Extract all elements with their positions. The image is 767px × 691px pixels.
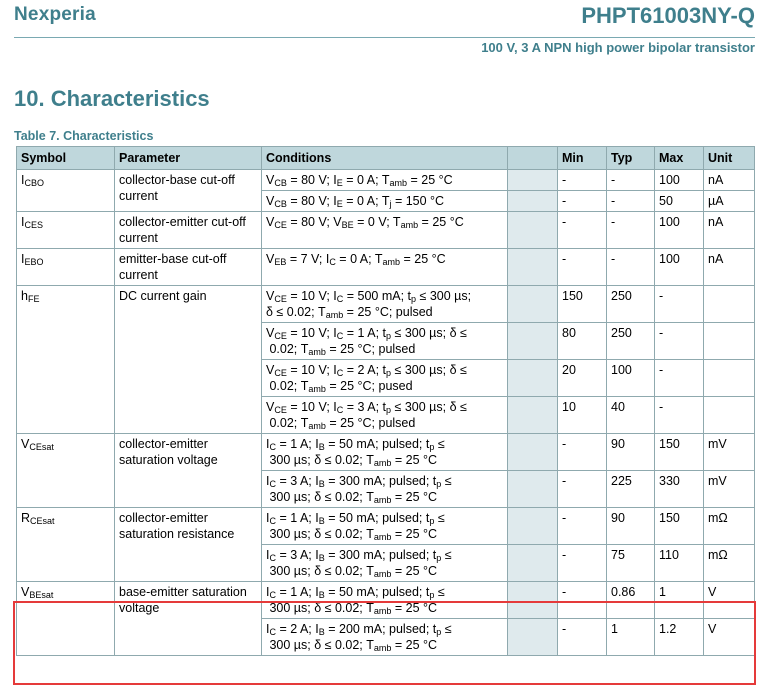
spacer-cell (508, 508, 558, 545)
part-number: PHPT61003NY-Q (581, 3, 755, 28)
symbol-cell (17, 249, 115, 286)
symbol-subscript: CEsat (29, 442, 54, 452)
unit-cell: mΩ (704, 545, 755, 582)
symbol-subscript: CES (24, 220, 43, 230)
typ-cell: 0.86 (607, 582, 655, 619)
min-cell: 80 (558, 323, 607, 360)
min-cell: - (558, 508, 607, 545)
max-cell: 150 (655, 508, 704, 545)
col-header-conditions: Conditions (262, 147, 508, 170)
typ-cell: - (607, 249, 655, 286)
max-cell: 100 (655, 249, 704, 286)
col-header-min: Min (558, 147, 607, 170)
unit-cell: nA (704, 212, 755, 249)
col-header-typ: Typ (607, 147, 655, 170)
symbol-main: I (21, 173, 25, 187)
min-cell: - (558, 545, 607, 582)
symbol-subscript: CBO (24, 178, 44, 188)
unit-cell: mV (704, 471, 755, 508)
max-cell: 110 (655, 545, 704, 582)
unit-cell (704, 286, 755, 323)
max-cell: - (655, 323, 704, 360)
parameter-cell: collector-emitter saturation resistance (115, 508, 262, 582)
section-title: 10. Characteristics (14, 86, 210, 111)
parameter-cell: collector-base cut-off current (115, 170, 262, 212)
min-cell: - (558, 249, 607, 286)
typ-cell: 250 (607, 286, 655, 323)
unit-cell: nA (704, 249, 755, 286)
table-row (17, 212, 755, 249)
typ-cell: - (607, 212, 655, 249)
conditions-cell: $I_C = 2$ A; $I_B = 200$ mA; pulsed; $t_p$ ≤ 300 µs; δ ≤ 0.02; $T_{amb} = 25$ °C (262, 619, 508, 656)
col-header-max: Max (655, 147, 704, 170)
min-cell: 10 (558, 397, 607, 434)
typ-cell: 100 (607, 360, 655, 397)
spacer-cell (508, 582, 558, 619)
min-cell: 150 (558, 286, 607, 323)
unit-cell: nA (704, 170, 755, 191)
max-cell: - (655, 286, 704, 323)
conditions-cell: $V_{CB} = 80$ V; $I_E = 0$ A; $T_j = 150$ °C (262, 191, 508, 212)
min-cell: - (558, 170, 607, 191)
conditions-cell: $V_{CB} = 80$ V; $I_E = 0$ A; $T_{amb} = 25$ °C (262, 170, 508, 191)
parameter-cell: collector-emitter saturation voltage (115, 434, 262, 508)
symbol-cell (17, 508, 115, 582)
header-rule (14, 37, 755, 38)
parameter-cell: emitter-base cut-off current (115, 249, 262, 286)
min-cell: - (558, 212, 607, 249)
symbol-main: I (21, 252, 25, 266)
conditions-cell: $I_C = 3$ A; $I_B = 300$ mA; pulsed; $t_p$ ≤ 300 µs; δ ≤ 0.02; $T_{amb} = 25$ °C (262, 545, 508, 582)
parameter-cell: DC current gain (115, 286, 262, 434)
min-cell: - (558, 619, 607, 656)
spacer-cell (508, 286, 558, 323)
conditions-cell: $V_{CE} = 10$ V; $I_C = 500$ mA; $t_p \le 300$ µs; δ ≤ 0.02; $T_{amb} = 25$ °C; pulsed (262, 286, 508, 323)
symbol-main: I (21, 215, 25, 229)
spacer-cell (508, 619, 558, 656)
table-header-row (17, 147, 755, 170)
symbol-subscript: BEsat (29, 590, 54, 600)
table-row (17, 434, 755, 471)
spacer-cell (508, 360, 558, 397)
typ-cell: 225 (607, 471, 655, 508)
symbol-main: V (21, 585, 30, 599)
characteristics-table (16, 146, 755, 656)
spacer-cell (508, 434, 558, 471)
typ-cell: 75 (607, 545, 655, 582)
spacer-cell (508, 471, 558, 508)
conditions-cell: $V_{CE} = 80$ V; $V_{BE} = 0$ V; $T_{amb} = 25$ °C (262, 212, 508, 249)
conditions-cell: $V_{EB} = 7$ V; $I_C = 0$ A; $T_{amb} = 25$ °C (262, 249, 508, 286)
min-cell: - (558, 191, 607, 212)
symbol-cell (17, 170, 115, 212)
max-cell: 50 (655, 191, 704, 212)
spacer-cell (508, 170, 558, 191)
brand-name: Nexperia (14, 4, 96, 25)
max-cell: 1 (655, 582, 704, 619)
symbol-cell (17, 212, 115, 249)
max-cell: 100 (655, 212, 704, 249)
conditions-cell: $V_{CE} = 10$ V; $I_C = 1$ A; $t_p \le 300$ µs; δ ≤ 0.02; $T_{amb} = 25$ °C; pulsed (262, 323, 508, 360)
spacer-cell (508, 323, 558, 360)
conditions-cell: $V_{CE} = 10$ V; $I_C = 3$ A; $t_p \le 300$ µs; δ ≤ 0.02; $T_{amb} = 25$ °C; pulsed (262, 397, 508, 434)
unit-cell: mV (704, 434, 755, 471)
unit-cell (704, 323, 755, 360)
min-cell: - (558, 471, 607, 508)
col-header-symbol: Symbol (17, 147, 115, 170)
conditions-cell: $V_{CE} = 10$ V; $I_C = 2$ A; $t_p \le 300$ µs; δ ≤ 0.02; $T_{amb} = 25$ °C; pused (262, 360, 508, 397)
part-description: 100 V, 3 A NPN high power bipolar transistor (481, 40, 755, 55)
typ-cell: 1 (607, 619, 655, 656)
conditions-cell: $I_C = 1$ A; $I_B = 50$ mA; pulsed; $t_p$ ≤ 300 µs; δ ≤ 0.02; $T_{amb} = 25$ °C (262, 582, 508, 619)
conditions-cell: $I_C = 3$ A; $I_B = 300$ mA; pulsed; $t_p$ ≤ 300 µs; δ ≤ 0.02; $T_{amb} = 25$ °C (262, 471, 508, 508)
symbol-main: R (21, 511, 31, 525)
col-header-parameter: Parameter (115, 147, 262, 170)
conditions-cell: $I_C = 1$ A; $I_B = 50$ mA; pulsed; $t_p$ ≤ 300 µs; δ ≤ 0.02; $T_{amb} = 25$ °C (262, 508, 508, 545)
spacer-cell (508, 191, 558, 212)
typ-cell: 90 (607, 508, 655, 545)
max-cell: 100 (655, 170, 704, 191)
unit-cell: V (704, 582, 755, 619)
symbol-main: V (21, 437, 30, 451)
max-cell: 330 (655, 471, 704, 508)
min-cell: 20 (558, 360, 607, 397)
unit-cell: µA (704, 191, 755, 212)
parameter-cell: base-emitter saturation voltage (115, 582, 262, 656)
table-row (17, 508, 755, 545)
min-cell: - (558, 434, 607, 471)
spacer-cell (508, 212, 558, 249)
unit-cell: mΩ (704, 508, 755, 545)
spacer-cell (508, 249, 558, 286)
symbol-cell (17, 582, 115, 656)
unit-cell: V (704, 619, 755, 656)
table-title: Table 7. Characteristics (14, 129, 154, 143)
typ-cell: - (607, 170, 655, 191)
spacer-cell (508, 397, 558, 434)
typ-cell: 90 (607, 434, 655, 471)
col-header-spacer (508, 147, 558, 170)
symbol-subscript: FE (27, 294, 40, 304)
typ-cell: 250 (607, 323, 655, 360)
unit-cell (704, 360, 755, 397)
symbol-subscript: EBO (24, 257, 44, 267)
max-cell: 150 (655, 434, 704, 471)
symbol-cell (17, 286, 115, 434)
max-cell: - (655, 397, 704, 434)
typ-cell: 40 (607, 397, 655, 434)
parameter-cell: collector-emitter cut-off current (115, 212, 262, 249)
typ-cell: - (607, 191, 655, 212)
symbol-cell (17, 434, 115, 508)
min-cell: - (558, 582, 607, 619)
spacer-cell (508, 545, 558, 582)
symbol-subscript: CEsat (30, 516, 55, 526)
symbol-main: h (21, 289, 28, 303)
unit-cell (704, 397, 755, 434)
table-row (17, 286, 755, 323)
max-cell: - (655, 360, 704, 397)
max-cell: 1.2 (655, 619, 704, 656)
table-row (17, 170, 755, 191)
table-row (17, 582, 755, 619)
col-header-unit: Unit (704, 147, 755, 170)
table-row (17, 249, 755, 286)
conditions-cell: $I_C = 1$ A; $I_B = 50$ mA; pulsed; $t_p$ ≤ 300 µs; δ ≤ 0.02; $T_{amb} = 25$ °C (262, 434, 508, 471)
